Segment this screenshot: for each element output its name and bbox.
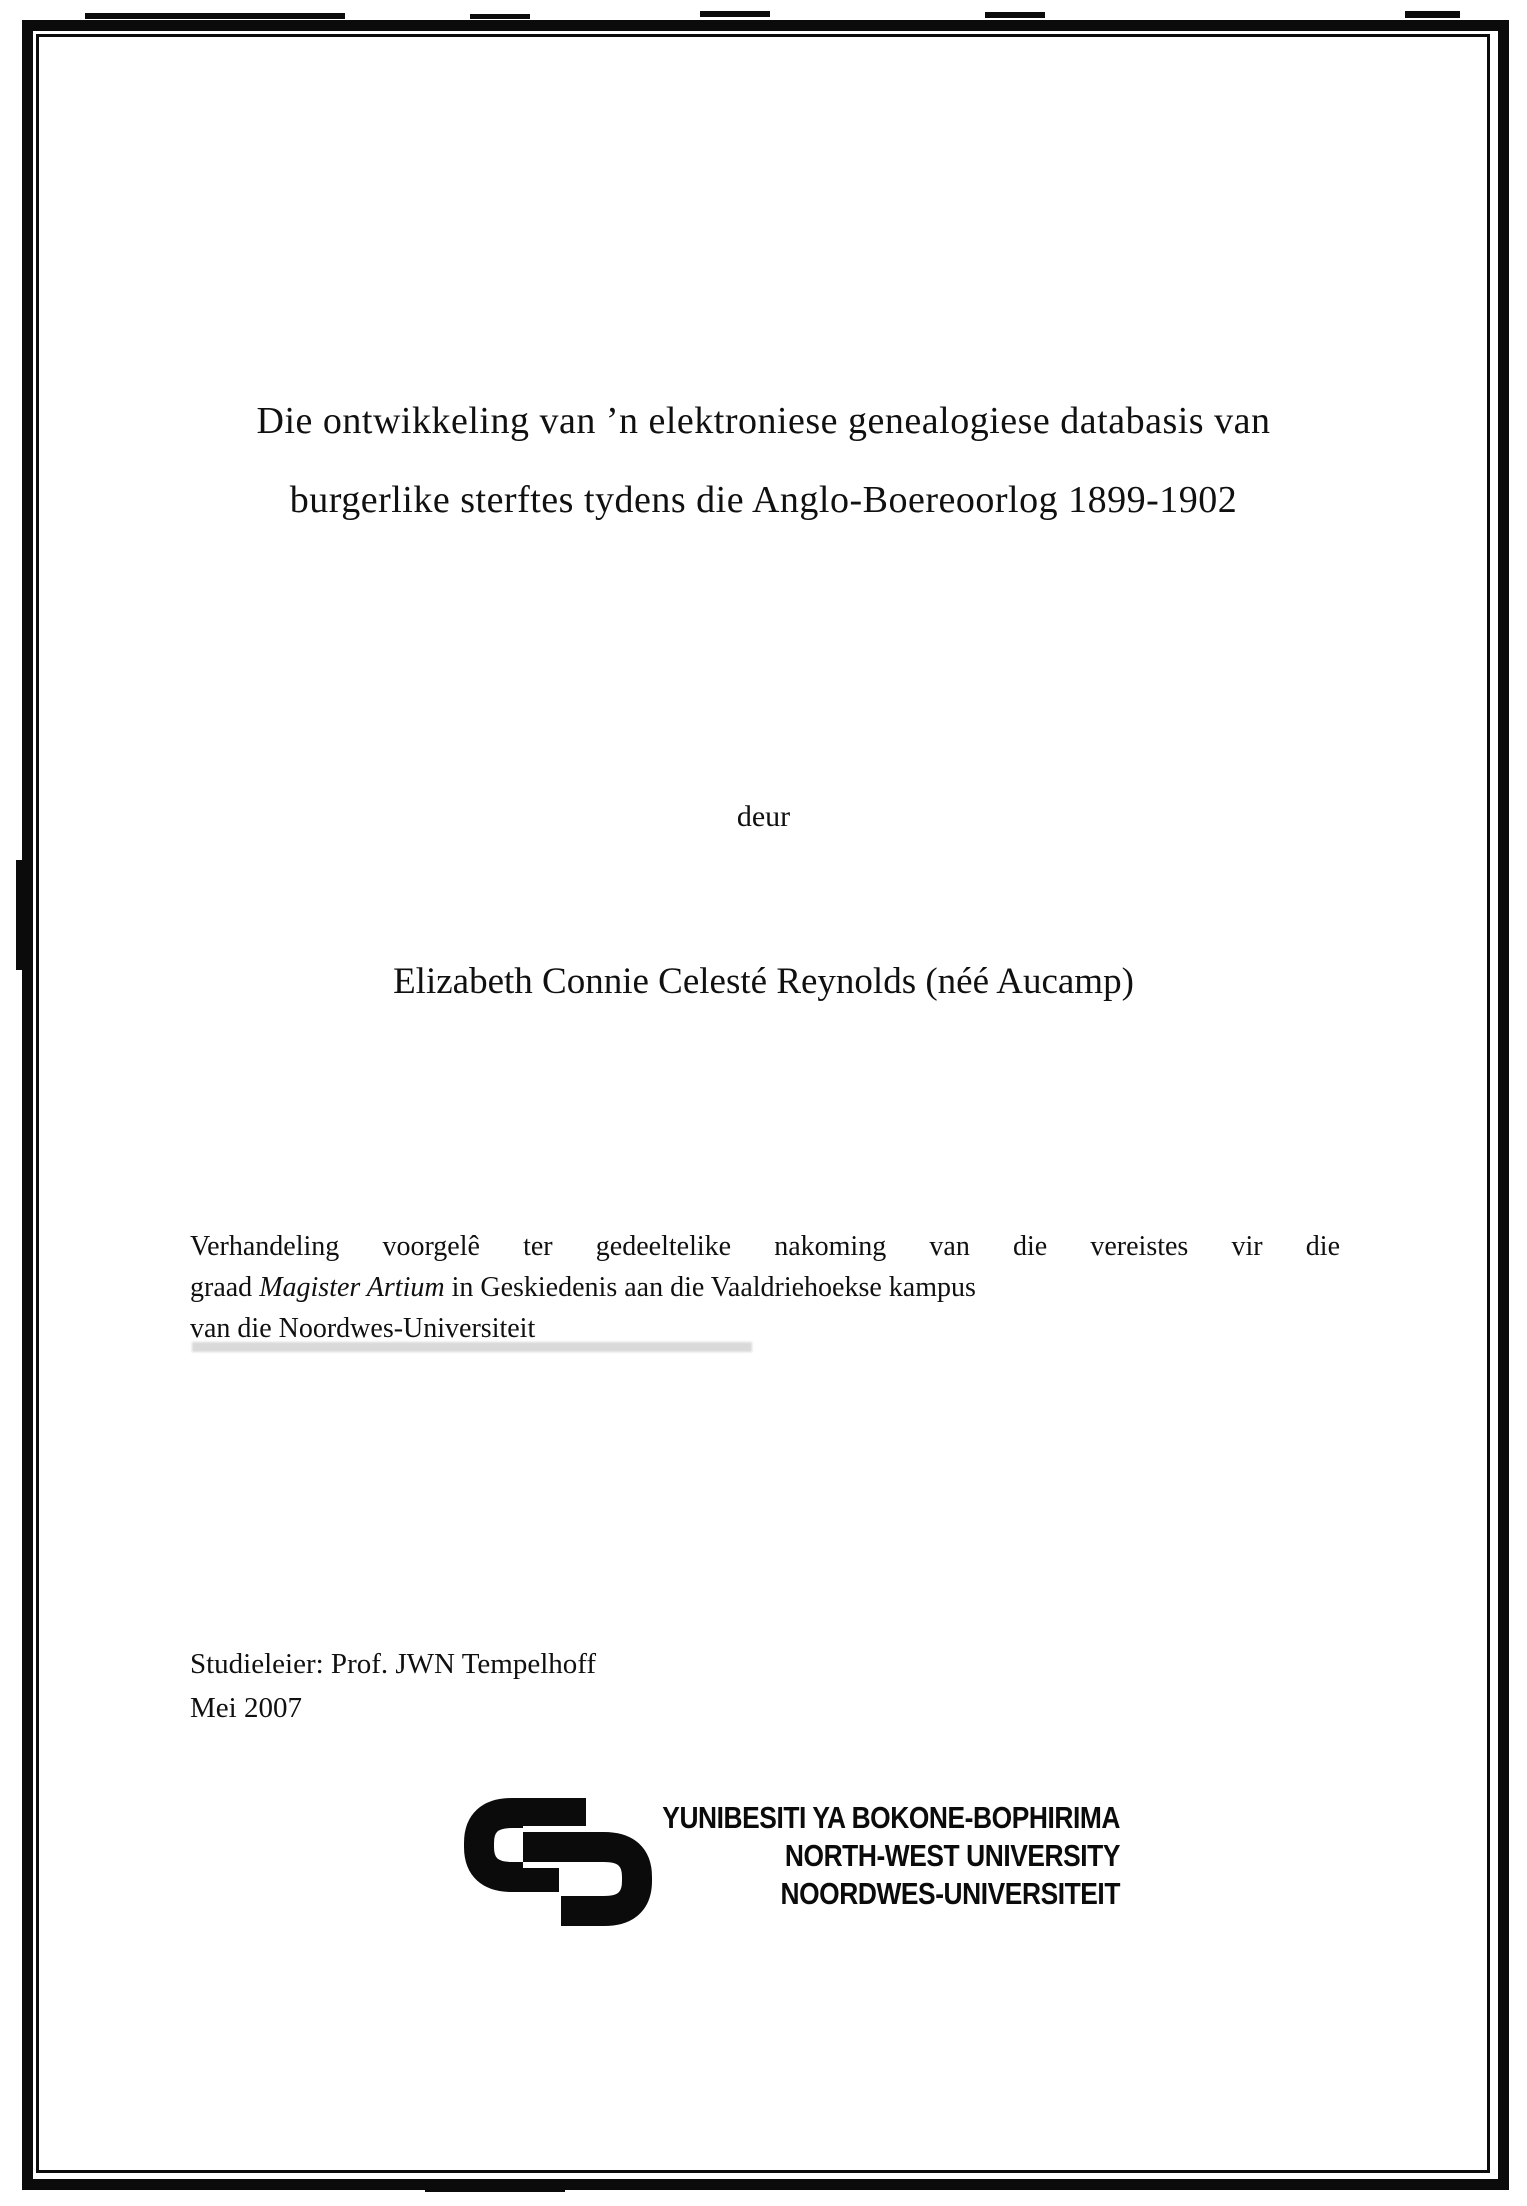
degree-name: Magister Artium	[259, 1272, 445, 1303]
author-name: Elizabeth Connie Celesté Reynolds (néé Aucamp)	[393, 961, 1134, 1002]
submission-line-2-prefix: graad	[190, 1272, 260, 1303]
scan-mark	[85, 13, 345, 19]
submission-line-1: Verhandeling voorgelê ter gedeeltelike nakoming van die vereistes vir die	[190, 1231, 1340, 1262]
thesis-title	[80, 382, 1447, 540]
scan-mark	[425, 2188, 565, 2192]
thesis-title-line-2: burgerlike sterftes tydens die Anglo-Boereoorlog 1899-1902	[289, 479, 1238, 521]
scan-mark	[1405, 11, 1460, 18]
supervisor-line: Studieleier: Prof. JWN Tempelhoff	[190, 1648, 597, 1680]
submission-line-2-suffix: in Geskiedenis aan die Vaaldriehoekse kampus	[444, 1272, 976, 1303]
submission-line-2	[190, 1267, 1340, 1308]
scan-mark	[985, 12, 1045, 18]
byline-label: deur	[736, 800, 791, 833]
scan-mark	[470, 14, 530, 19]
scan-mark	[16, 860, 28, 970]
scan-mark	[700, 11, 770, 17]
supervisor-block	[190, 1642, 596, 1730]
logo-line-setswana: YUNIBESITI YA BOKONE-BOPHIRIMA	[662, 1800, 1120, 1835]
date-line: Mei 2007	[190, 1692, 302, 1724]
thesis-title-line-1: Die ontwikkeling van ’n elektroniese genealogiese databasis van	[256, 400, 1271, 442]
university-logo-text	[644, 1799, 1120, 1913]
scan-mark	[1235, 2182, 1295, 2187]
submission-statement	[190, 1226, 1340, 1349]
logo-line-afrikaans: NOORDWES-UNIVERSITEIT	[780, 1876, 1120, 1911]
logo-line-english: NORTH-WEST UNIVERSITY	[784, 1838, 1120, 1873]
scan-mark	[1320, 2184, 1470, 2190]
nwu-interlocked-links-icon	[462, 1796, 654, 1928]
submission-line-3: van die Noordwes-Universiteit	[190, 1313, 536, 1344]
